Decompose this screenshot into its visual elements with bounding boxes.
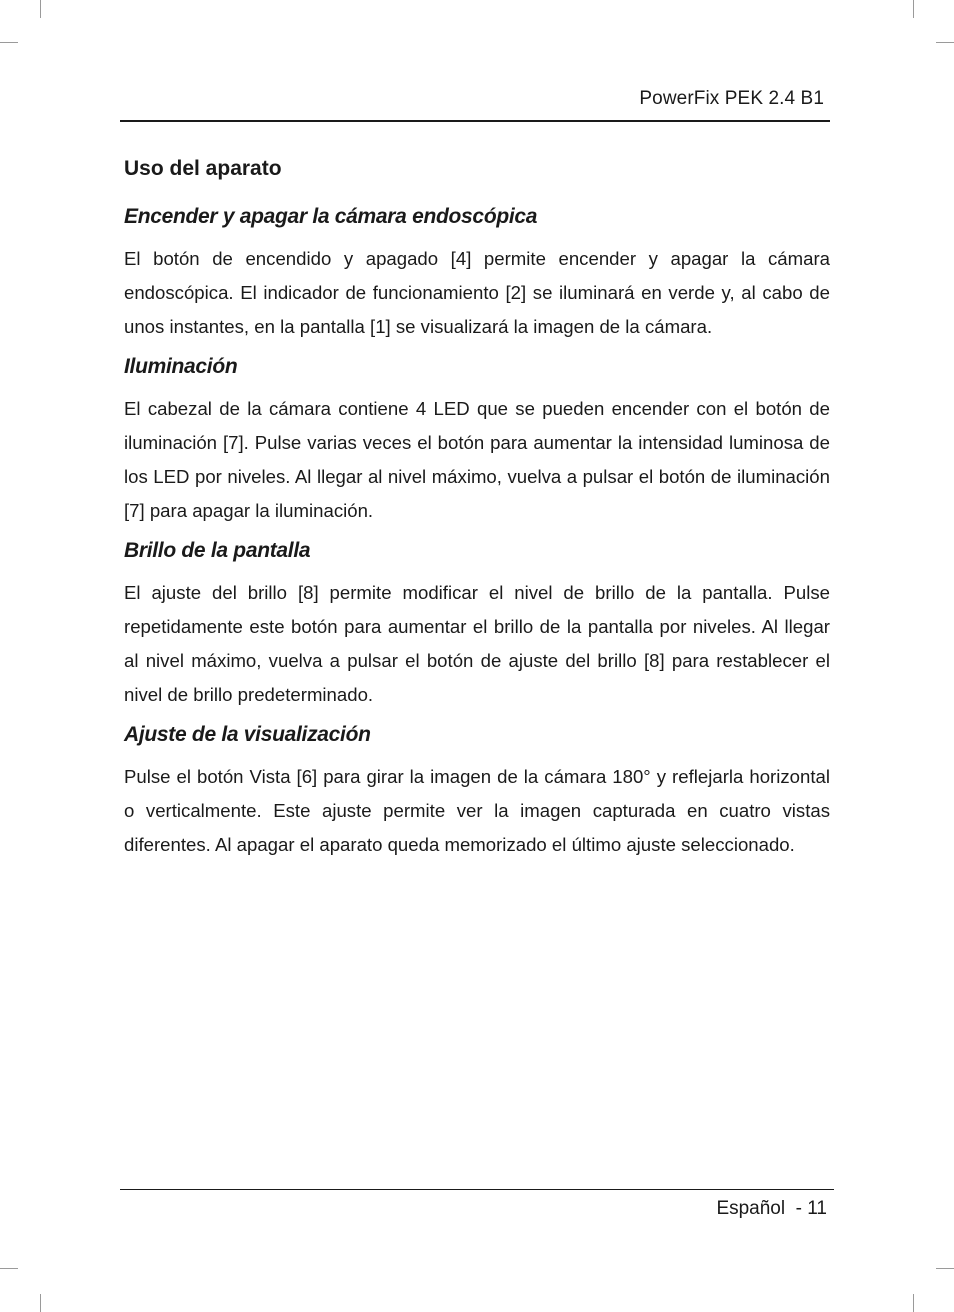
header-rule (120, 120, 830, 122)
page-number: Español - 11 (716, 1198, 827, 1219)
footer-rule (120, 1189, 834, 1190)
header-model: PowerFix PEK 2.4 B1 (639, 88, 824, 109)
crop-mark-right-top (936, 42, 954, 43)
subsection-paragraph: El ajuste del brillo [8] permite modificar el nivel de brillo de la pantalla. Pulse repetidamente este botón para aumentar el brillo de la pantalla por niveles. Al llegar al nivel máximo, vuelva a pulsar el botón de ajuste del brillo [8] para restablecer el nivel de brillo predeterminado. (124, 582, 830, 705)
crop-mark-right-bottom (936, 1268, 954, 1269)
subsection-title: Brillo de la pantalla (124, 539, 311, 562)
section-title: Uso del aparato (124, 157, 282, 180)
subsection-paragraph: El botón de encendido y apagado [4] permite encender y apagar la cámara endoscópica. El indicador de funcionamiento [2] se iluminará en verde y, al cabo de unos instantes, en la pantalla [1] se visualizará la imagen de la cámara. (124, 248, 830, 337)
subsection-paragraph: El cabezal de la cámara contiene 4 LED que se pueden encender con el botón de iluminación [7]. Pulse varias veces el botón para aumentar la intensidad luminosa de los LED por niveles. Al llegar al nivel máximo, vuelva a pulsar el botón de iluminación [7] para apagar la iluminación. (124, 398, 830, 521)
crop-mark-left-bottom (0, 1268, 18, 1269)
subsection-title: Iluminación (124, 355, 238, 378)
crop-mark-bottom-right (913, 1294, 914, 1312)
crop-mark-left-top (0, 42, 18, 43)
subsection-title: Encender y apagar la cámara endoscópica (124, 205, 538, 228)
page-content (124, 152, 830, 870)
subsection-title: Ajuste de la visualización (124, 723, 371, 746)
crop-mark-bottom-left (40, 1294, 41, 1312)
crop-mark-top-right (913, 0, 914, 18)
subsection-paragraph: Pulse el botón Vista [6] para girar la imagen de la cámara 180° y reflejarla horizontal o verticalmente. Este ajuste permite ver la imagen capturada en cuatro vistas diferentes. Al apagar el aparato queda memorizado el último ajuste seleccionado. (124, 766, 830, 855)
crop-mark-top-left (40, 0, 41, 18)
